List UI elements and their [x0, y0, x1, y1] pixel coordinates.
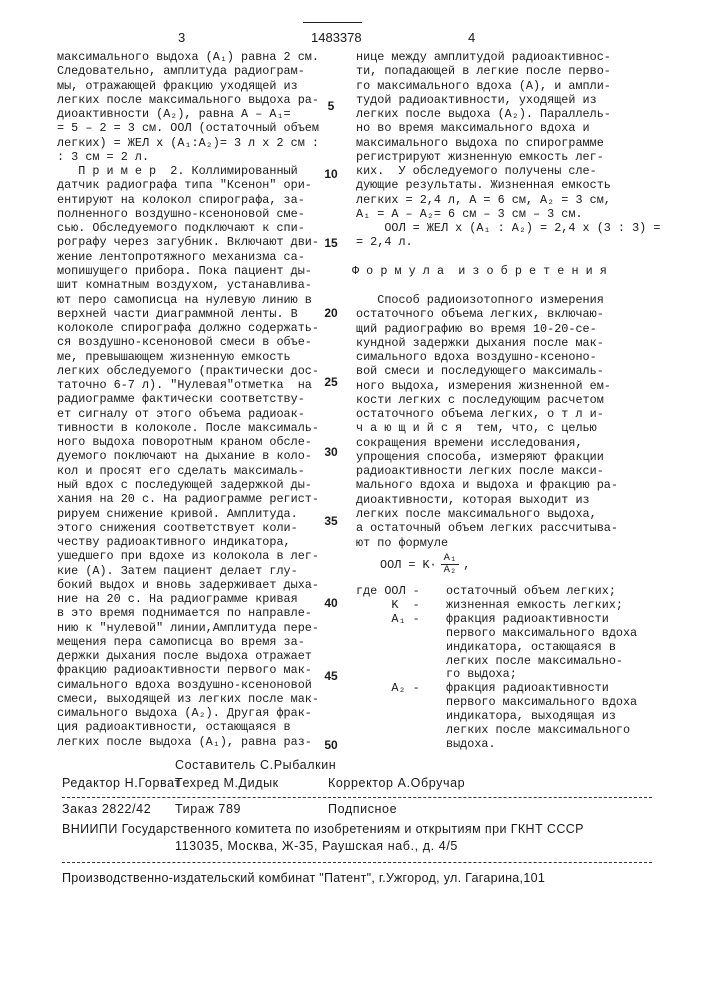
text-line: рируем снижение кривой. Амплитуда. — [57, 507, 319, 521]
text-line: П р и м е р 2. Коллимированный — [57, 164, 319, 178]
text-line: дующие результаты. Жизненная емкость — [356, 178, 660, 192]
definition-line: легких после максимально- — [446, 655, 637, 669]
claims-line: мального вдоха и выдоха и фракцию ра- — [356, 478, 618, 492]
text-line: легких после выдоха (A₁), равна раз- — [57, 735, 319, 749]
text-line: ция радиоактивности, остающаяся в — [57, 720, 319, 734]
text-line: бокий выдох и вновь задерживает дыха- — [57, 578, 319, 592]
text-line: колоколе спирографа должно содержать- — [57, 321, 319, 335]
text-line: дуемого поключают на дыхание в коло- — [57, 449, 319, 463]
text-line: мы, отражающей фракцию уходящей из — [57, 79, 319, 93]
definition-symbol: K - — [356, 599, 446, 613]
claims-line: щий радиографию во время 10-20-се- — [356, 322, 618, 336]
margin-line-number: 10 — [322, 167, 340, 181]
text-line: тудой радиоактивности, уходящей из — [356, 93, 660, 107]
claims-line: Способ радиоизотопного измерения — [356, 293, 618, 307]
claims-line: ного выдоха, измерения жизненной ем- — [356, 379, 618, 393]
text-line: верхней части диаграммной ленты. В — [57, 307, 319, 321]
text-line: кие (A). Затем пациент делает глу- — [57, 564, 319, 578]
definition-symbol: A₂ - — [356, 682, 446, 752]
page-number-right: 4 — [468, 30, 475, 45]
claims-line: ч а ю щ и й с я тем, что, с целью — [356, 421, 618, 435]
text-line: ких. У обследуемого получены сле- — [356, 164, 660, 178]
text-line: ушедшего при вдохе из колокола в лег- — [57, 549, 319, 563]
definitions-list — [356, 585, 637, 752]
text-line: ет сигналу от этого объема радиоак- — [57, 407, 319, 421]
definition-line: легких после максимального — [446, 724, 637, 738]
claims-line: радиоактивности легких после макси- — [356, 464, 618, 478]
text-line: ти, попадающей в легкие после перво- — [356, 64, 660, 78]
text-line: в это время поднимается по направле- — [57, 606, 319, 620]
page-number-left: 3 — [178, 30, 185, 45]
publisher: Производственно-издательский комбинат "Патент", г.Ужгород, ул. Гагарина,101 — [62, 871, 545, 885]
formula-fraction — [441, 553, 460, 576]
compiler: Составитель С.Рыбалкин — [175, 758, 336, 772]
claims-line: остаточного объема легких, включаю- — [356, 307, 618, 321]
text-line: ентируют на колокол спирографа, за- — [57, 193, 319, 207]
formula-numerator: A₁ — [441, 553, 460, 565]
text-line: честву радиоактивного индикатора, — [57, 535, 319, 549]
text-line: легких после выдоха (A₂). Параллель- — [356, 107, 660, 121]
text-line: радиограмме фактически соответству- — [57, 392, 319, 406]
formula-lhs: ООЛ = K· — [380, 558, 437, 572]
text-line: жение лентопротяжного механизма са- — [57, 250, 319, 264]
text-line: симального вдоха воздушно-ксеноновой — [57, 678, 319, 692]
text-line: смеси, выходящей из легких после мак- — [57, 692, 319, 706]
definition-text — [446, 682, 637, 752]
claims-line: ют по формуле — [356, 536, 618, 550]
left-column-text — [57, 50, 319, 749]
text-line: легких обследуемого (практически дос- — [57, 364, 319, 378]
claims-line: кости легких с последующим расчетом — [356, 393, 618, 407]
text-line: регистрируют жизненную емкость лег- — [356, 150, 660, 164]
definition-line: го выдоха; — [446, 668, 637, 682]
organization: ВНИИПИ Государственного комитета по изобретениям и открытиям при ГКНТ СССР — [62, 822, 584, 836]
claims-line: легких после максимального выдоха, — [356, 507, 618, 521]
text-line: легких) = ЖЕЛ x (A₁:A₂)= 3 л x 2 см : — [57, 136, 319, 150]
definition-line: остаточный объем легких; — [446, 585, 616, 599]
divider — [62, 862, 652, 863]
text-line: мещения пера самописца во время за- — [57, 635, 319, 649]
definition-item — [356, 599, 637, 613]
claims-line: сокращения времени исследования, — [356, 436, 618, 450]
margin-line-number: 50 — [322, 738, 340, 752]
definition-item — [356, 613, 637, 683]
text-line: ние на 20 с. На радиограмме кривая — [57, 592, 319, 606]
text-line: го максимального вдоха (A), и ампли- — [356, 79, 660, 93]
text-line: : 3 см = 2 л. — [57, 150, 319, 164]
margin-line-number: 35 — [322, 514, 340, 528]
definition-line: индикатора, выходящая из — [446, 710, 637, 724]
editor: Редактор Н.Горват — [62, 776, 181, 790]
text-line: симального выдоха (A₂). Другая фрак- — [57, 706, 319, 720]
definition-text — [446, 585, 616, 599]
text-line: датчик радиографа типа "Ксенон" ори- — [57, 178, 319, 192]
text-line: ме, превышающем жизненную емкость — [57, 350, 319, 364]
definition-item — [356, 682, 637, 752]
definition-text — [446, 613, 637, 683]
claims-line: симального вдоха воздушно-ксеноно- — [356, 350, 618, 364]
text-line: мопишущего прибора. Пока пациент ды- — [57, 264, 319, 278]
text-line: ют перо самописца на нулевую линию в — [57, 293, 319, 307]
claims-line: а остаточный объем легких рассчитыва- — [356, 521, 618, 535]
circulation: Тираж 789 — [175, 802, 241, 816]
patent-number — [303, 22, 362, 37]
margin-line-number: 30 — [322, 445, 340, 459]
text-line: легких после максимального выдоха ра- — [57, 93, 319, 107]
text-line: = 2,4 л. — [356, 235, 660, 249]
text-line: держки дыхания после выдоха отражает — [57, 649, 319, 663]
definition-line: первого максимального вдоха — [446, 696, 637, 710]
text-line: нию к "нулевой" линии,Амплитуда пере- — [57, 621, 319, 635]
claims-heading: Ф о р м у л а и з о б р е т е н и я — [352, 264, 607, 278]
definition-line: индикатора, остающаяся в — [446, 641, 637, 655]
text-line: рографу через загубник. Включают дви- — [57, 235, 319, 249]
text-line: ся воздушно-ксеноновой смеси в объе- — [57, 335, 319, 349]
text-line: максимального выдоха (A₁) равна 2 см. — [57, 50, 319, 64]
text-line: тивности в колоколе. После максималь- — [57, 421, 319, 435]
definition-line: фракция радиоактивности — [446, 613, 637, 627]
patent-number-text: 1483378 — [311, 30, 362, 45]
text-line: шит комнатным воздухом, устанавлива- — [57, 278, 319, 292]
claims-text — [356, 293, 618, 550]
text-line: хания на 20 с. На радиограмме регист- — [57, 492, 319, 506]
definition-symbol: где ООЛ - — [356, 585, 446, 599]
definition-symbol: A₁ - — [356, 613, 446, 683]
text-line: легких = 2,4 л, A = 6 см, A₂ = 3 см, — [356, 193, 660, 207]
text-line: этого снижения соответствует коли- — [57, 521, 319, 535]
claims-line: кундной задержки дыхания после мак- — [356, 336, 618, 350]
margin-line-number: 20 — [322, 306, 340, 320]
definition-line: первого максимального вдоха — [446, 627, 637, 641]
text-line: Следовательно, амплитуда радиограм- — [57, 64, 319, 78]
text-line: таточно 6-7 л). "Нулевая"отметка на — [57, 378, 319, 392]
text-line: кол и просят его сделать максималь- — [57, 464, 319, 478]
formula-denominator: A₂ — [444, 565, 457, 576]
margin-line-number: 5 — [322, 99, 340, 113]
techred: Техред М.Дидык — [175, 776, 279, 790]
claims-line: остаточного объема легких, о т л и- — [356, 407, 618, 421]
definition-line: жизненная емкость легких; — [446, 599, 623, 613]
divider — [62, 797, 652, 798]
text-line: максимального выдоха по спирограмме — [356, 136, 660, 150]
text-line: сью. Обследуемого подключают к спи- — [57, 221, 319, 235]
text-line: ООЛ = ЖЕЛ x (A₁ : A₂) = 2,4 x (3 : 3) = — [356, 221, 660, 235]
text-line: ного выдоха поворотным краном обсле- — [57, 435, 319, 449]
text-line: = 5 – 2 = 3 см. ООЛ (остаточный объем — [57, 121, 319, 135]
text-line: диоактивности (A₂), равна A – A₁= — [57, 107, 319, 121]
formula-tail: , — [463, 558, 470, 572]
margin-line-number: 45 — [322, 669, 340, 683]
claims-line: вой смеси и последующего максималь- — [356, 364, 618, 378]
definition-line: выдоха. — [446, 738, 637, 752]
text-line: полненного воздушно-ксеноновой сме- — [57, 207, 319, 221]
text-line: ный вдох с последующей задержкой ды- — [57, 478, 319, 492]
formula — [380, 553, 470, 576]
claims-line: диоактивности, которая выходит из — [356, 493, 618, 507]
margin-line-number: 40 — [322, 596, 340, 610]
definition-text — [446, 599, 623, 613]
text-line: A₁ = A – A₂= 6 см – 3 см – 3 см. — [356, 207, 660, 221]
text-line: нице между амплитудой радиоактивнос- — [356, 50, 660, 64]
subscription: Подписное — [328, 802, 397, 816]
claims-line: упрощения способа, измеряют фракции — [356, 450, 618, 464]
definition-line: фракция радиоактивности — [446, 682, 637, 696]
order-number: Заказ 2822/42 — [62, 802, 151, 816]
text-line: фракцию радиоактивности первого мак- — [57, 663, 319, 677]
organization-address: 113035, Москва, Ж-35, Раушская наб., д. 4/5 — [175, 839, 458, 853]
text-line: но во время максимального вдоха и — [356, 121, 660, 135]
right-column-text — [356, 50, 660, 250]
margin-line-number: 15 — [322, 236, 340, 250]
margin-line-number: 25 — [322, 375, 340, 389]
corrector: Корректор А.Обручар — [328, 776, 465, 790]
definition-item — [356, 585, 637, 599]
